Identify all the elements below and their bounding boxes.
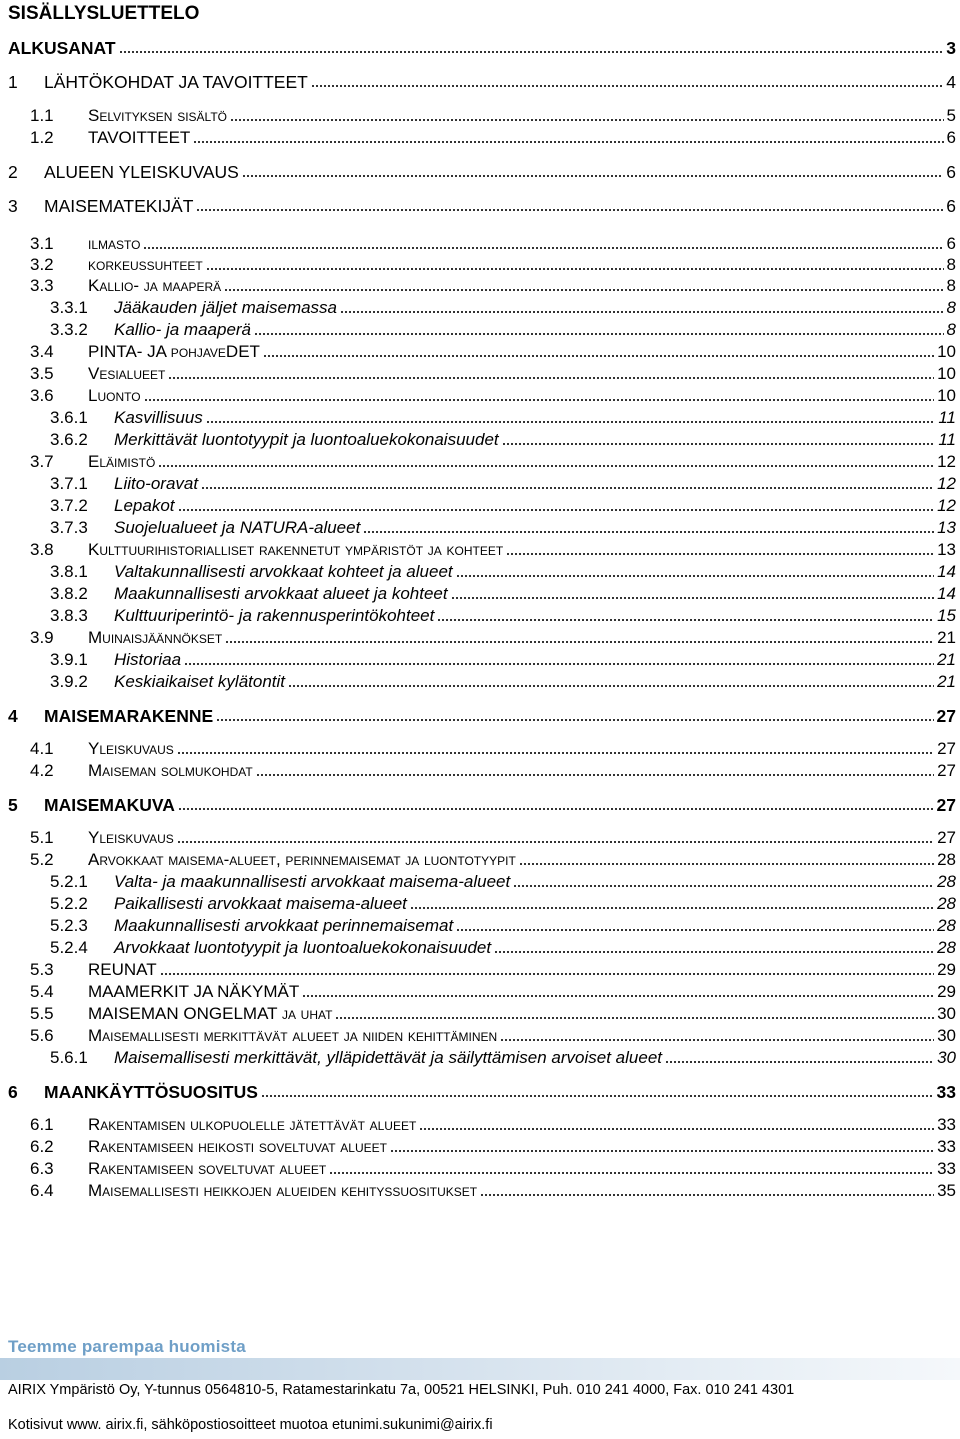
toc-entry[interactable] xyxy=(8,793,956,815)
toc-entry-page: 33 xyxy=(937,1137,956,1156)
dot-leader xyxy=(119,50,944,54)
dot-leader xyxy=(206,267,944,271)
toc-entry-number: 3.3.2 xyxy=(50,320,88,339)
toc-entry-number: 3.8.3 xyxy=(50,606,88,625)
toc-entry-page: 8 xyxy=(946,276,956,295)
toc-entry-page: 27 xyxy=(937,739,956,758)
dot-leader xyxy=(513,884,934,888)
toc-entry-number: 5.1 xyxy=(30,828,54,847)
toc-entry-title: Kasvillisuus xyxy=(114,408,203,427)
toc-entry-title: Lepakot xyxy=(114,496,175,515)
toc-entry[interactable] xyxy=(50,936,956,958)
toc-entry-page: 27 xyxy=(937,761,956,780)
toc-entry[interactable] xyxy=(50,472,956,494)
toc-entry[interactable] xyxy=(50,494,956,516)
toc-entry-title: TAVOITTEET xyxy=(88,128,191,147)
toc-entry-title: LÄHTÖKOHDAT JA TAVOITTEET xyxy=(44,72,308,92)
toc-entry-title: Kallio- ja maaperä xyxy=(88,276,222,295)
dot-leader xyxy=(196,208,943,212)
toc-entry-number: 3.2 xyxy=(30,255,54,274)
toc-entry[interactable] xyxy=(30,538,956,560)
toc-entry-number: 3.6.2 xyxy=(50,430,88,449)
toc-entry-number: 5.2.1 xyxy=(50,872,88,891)
dot-leader xyxy=(143,246,943,250)
toc-entry[interactable] xyxy=(30,126,956,148)
toc-entry-page: 11 xyxy=(938,430,956,449)
toc-entry-title: MAANKÄYTTÖSUOSITUS xyxy=(44,1082,258,1102)
toc-entry[interactable] xyxy=(30,826,956,848)
toc-entry-number: 1.2 xyxy=(30,128,54,147)
dot-leader xyxy=(506,552,934,556)
toc-entry-page: 14 xyxy=(937,584,956,603)
toc-entry-page: 10 xyxy=(937,364,956,383)
toc-entry[interactable] xyxy=(50,428,956,450)
toc-entry-page: 12 xyxy=(937,452,956,471)
toc-entry[interactable] xyxy=(30,1024,956,1046)
toc-entry-title: REUNAT xyxy=(88,960,157,979)
toc-entry-page: 35 xyxy=(937,1181,956,1200)
toc-entry-number: 5.2.3 xyxy=(50,916,88,935)
toc-entry-number: 1 xyxy=(8,72,18,92)
dot-leader xyxy=(302,994,934,998)
toc-entry[interactable] xyxy=(8,36,956,58)
toc-entry-page: 8 xyxy=(946,298,956,317)
toc-entry-title: Maisemallisesti heikkojen alueiden kehityssuositukset xyxy=(88,1181,478,1200)
toc-entry-page: 27 xyxy=(937,828,956,847)
toc-entry-number: 4.2 xyxy=(30,761,54,780)
toc-entry[interactable] xyxy=(30,274,956,296)
toc-entry-number: 3.8.1 xyxy=(50,562,88,581)
toc-entry[interactable] xyxy=(8,1080,956,1102)
toc-entry[interactable] xyxy=(30,104,956,126)
company-info: AIRIX Ympäristö Oy, Y-tunnus 0564810-5, Ratamestarinkatu 7a, 00521 HELSINKI, Puh. 010 241 4000, Fax. 010 241 4301 xyxy=(8,1382,795,1398)
dot-leader xyxy=(201,486,934,490)
dot-leader xyxy=(168,376,934,380)
toc-entry-page: 30 xyxy=(937,1004,956,1023)
toc-entry-title: ilmasto xyxy=(88,234,141,253)
toc-entry-title: Merkittävät luontotyypit ja luontoaluekokonaisuudet xyxy=(114,430,499,449)
toc-entry-title: MAISEMAKUVA xyxy=(44,795,175,815)
toc-entry-title: Kulttuurihistorialliset rakennetut ympäristöt ja kohteet xyxy=(88,540,504,559)
toc-entry-title: Yleiskuvaus xyxy=(88,739,174,758)
toc-entry-number: 3.7.1 xyxy=(50,474,88,493)
dot-leader xyxy=(254,332,944,336)
toc-entry-page: 28 xyxy=(937,916,956,935)
toc-entry-page: 28 xyxy=(937,894,956,913)
toc-entry-title: Arvokkaat maisema-alueet, perinnemaisemat ja luontotyypit xyxy=(88,850,516,869)
toc-entry-page: 8 xyxy=(946,255,956,274)
toc-entry[interactable] xyxy=(50,582,956,604)
dot-leader xyxy=(665,1060,934,1064)
dot-leader xyxy=(178,807,934,811)
toc-entry-number: 3.3 xyxy=(30,276,54,295)
toc-entry-number: 3.7.3 xyxy=(50,518,88,537)
toc-entry-page: 33 xyxy=(937,1115,956,1134)
toc-entry-page: 6 xyxy=(946,128,956,147)
toc-entry[interactable] xyxy=(30,450,956,472)
toc-entry-title: MAISEMARAKENNE xyxy=(44,706,214,726)
toc-entry[interactable] xyxy=(30,384,956,406)
toc-entry-title: Paikallisesti arvokkaat maisema-alueet xyxy=(114,894,407,913)
toc-entry-page: 5 xyxy=(946,106,956,125)
dot-leader xyxy=(206,420,936,424)
toc-entry-number: 3.8.2 xyxy=(50,584,88,603)
toc-entry-title: Rakentamiseen soveltuvat alueet xyxy=(88,1159,327,1178)
toc-entry[interactable] xyxy=(50,870,956,892)
toc-entry-page: 21 xyxy=(937,672,956,691)
toc-entry-number: 3.6.1 xyxy=(50,408,88,427)
dot-leader xyxy=(456,574,934,578)
toc-entry[interactable] xyxy=(30,1179,956,1201)
toc-entry-number: 3 xyxy=(8,196,18,216)
dot-leader xyxy=(177,840,934,844)
toc-entry-page: 27 xyxy=(936,795,956,815)
dot-leader xyxy=(261,1094,934,1098)
toc-entry-page: 15 xyxy=(937,606,956,625)
toc-entry-title: MAISEMATEKIJÄT xyxy=(44,196,194,216)
toc-entry-number: 5.5 xyxy=(30,1004,54,1023)
toc-entry-number: 2 xyxy=(8,162,18,182)
dot-leader xyxy=(437,618,934,622)
toc-entry-title: Selvityksen sisältö xyxy=(88,106,227,125)
toc-entry-title: Jääkauden jäljet maisemassa xyxy=(114,298,338,317)
toc-entry-title: Muinaisjäännökset xyxy=(88,628,223,647)
dot-leader xyxy=(230,118,944,122)
toc-entry[interactable] xyxy=(30,1157,956,1179)
footer-band xyxy=(0,1358,960,1380)
toc-entry-number: 6.4 xyxy=(30,1181,54,1200)
toc-entry-title: Rakentamisen ulkopuolelle jätettävät alueet xyxy=(88,1115,417,1134)
toc-entry-title: Valta- ja maakunnallisesti arvokkaat maisema-alueet xyxy=(114,872,511,891)
dot-leader xyxy=(178,508,935,512)
dot-leader xyxy=(288,684,934,688)
toc-entry-page: 10 xyxy=(937,342,956,361)
toc-entry-page: 6 xyxy=(946,234,956,253)
dot-leader xyxy=(410,906,934,910)
toc-entry-title: MAISEMAN ONGELMAT ja uhat xyxy=(88,1004,333,1023)
dot-leader xyxy=(160,972,934,976)
toc-entry-title: Luonto xyxy=(88,386,141,405)
dot-leader xyxy=(311,84,943,88)
toc-entry-page: 29 xyxy=(937,960,956,979)
toc-entry-title: Keskiaikaiset kylätontit xyxy=(114,672,286,691)
toc-entry-title: PINTA- JA pohjaveDET xyxy=(88,342,260,361)
toc-entry-page: 29 xyxy=(937,982,956,1001)
toc-entry[interactable] xyxy=(30,958,956,980)
toc-entry[interactable] xyxy=(50,892,956,914)
toc-entry[interactable] xyxy=(50,604,956,626)
toc-entry[interactable] xyxy=(30,759,956,781)
toc-entry[interactable] xyxy=(50,406,956,428)
dot-leader xyxy=(390,1149,934,1153)
toc-entry-number: 6.3 xyxy=(30,1159,54,1178)
toc-entry-title: Historiaa xyxy=(114,650,182,669)
toc-entry-page: 21 xyxy=(937,650,956,669)
toc-entry[interactable] xyxy=(30,737,956,759)
toc-entry[interactable] xyxy=(30,232,956,254)
toc-entry-title: Kulttuuriperintö- ja rakennusperintökohteet xyxy=(114,606,435,625)
toc-entry-page: 14 xyxy=(937,562,956,581)
toc-entry[interactable] xyxy=(50,318,956,340)
toc-entry[interactable] xyxy=(30,253,956,275)
dot-leader xyxy=(451,596,934,600)
toc-entry[interactable] xyxy=(8,704,956,726)
dot-leader xyxy=(242,174,943,178)
dot-leader xyxy=(216,718,933,722)
toc-entry-page: 27 xyxy=(936,706,956,726)
toc-entry-page: 28 xyxy=(937,938,956,957)
toc-entry[interactable] xyxy=(30,1113,956,1135)
toc-entry-title: Eläimistö xyxy=(88,452,156,471)
toc-entry-title: ALKUSANAT xyxy=(8,38,116,58)
toc-entry-page: 12 xyxy=(937,496,956,515)
toc-entry-title: Maisemallisesti merkittävät, ylläpidettävät ja säilyttämisen arvoiset alueet xyxy=(114,1048,663,1067)
dot-leader xyxy=(502,442,936,446)
toc-entry[interactable] xyxy=(8,160,956,182)
toc-entry-page: 21 xyxy=(937,628,956,647)
toc-entry-page: 12 xyxy=(937,474,956,493)
toc-entry-number: 3.1 xyxy=(30,234,54,253)
dot-leader xyxy=(177,751,934,755)
toc-entry[interactable] xyxy=(30,980,956,1002)
toc-entry[interactable] xyxy=(50,1046,956,1068)
dot-leader xyxy=(263,354,934,358)
toc-entry-page: 10 xyxy=(937,386,956,405)
dot-leader xyxy=(419,1127,934,1131)
toc-entry[interactable] xyxy=(30,340,956,362)
toc-entry-page: 13 xyxy=(937,540,956,559)
toc-entry-title: Liito-oravat xyxy=(114,474,199,493)
dot-leader xyxy=(224,288,943,292)
dot-leader xyxy=(335,1016,934,1020)
toc-entry-number: 3.7.2 xyxy=(50,496,88,515)
toc-entry-number: 4 xyxy=(8,706,18,726)
toc-entry-page: 4 xyxy=(946,72,956,92)
toc-entry-number: 5.2.4 xyxy=(50,938,88,957)
toc-entry-title: Maakunnallisesti arvokkaat perinnemaisemat xyxy=(114,916,454,935)
dot-leader xyxy=(519,862,934,866)
toc-entry-number: 5.4 xyxy=(30,982,54,1001)
toc-entry-number: 3.4 xyxy=(30,342,54,361)
dot-leader xyxy=(480,1193,934,1197)
toc-entry-number: 5.6.1 xyxy=(50,1048,88,1067)
toc-entry-page: 30 xyxy=(937,1026,956,1045)
toc-entry-title: Maakunnallisesti arvokkaat alueet ja kohteet xyxy=(114,584,448,603)
toc-entry-page: 8 xyxy=(946,320,956,339)
toc-entry-title: Arvokkaat luontotyypit ja luontoaluekokonaisuudet xyxy=(114,938,492,957)
toc-entry-number: 3.8 xyxy=(30,540,54,559)
toc-entry-number: 5.6 xyxy=(30,1026,54,1045)
website-info: Kotisivut www. airix.fi, sähköpostiosoitteet muotoa etunimi.sukunimi@airix.fi xyxy=(8,1417,493,1433)
toc-entry-title: Suojelualueet ja NATURA-alueet xyxy=(114,518,361,537)
toc-entry[interactable] xyxy=(8,194,956,216)
dot-leader xyxy=(193,140,943,144)
dot-leader xyxy=(144,398,935,402)
toc-entry-title: ALUEEN YLEISKUVAUS xyxy=(44,162,239,182)
toc-entry-number: 3.5 xyxy=(30,364,54,383)
toc-entry[interactable] xyxy=(30,626,956,648)
dot-leader xyxy=(184,662,934,666)
toc-entry-page: 3 xyxy=(946,38,956,58)
toc-entry-number: 6 xyxy=(8,1082,18,1102)
dot-leader xyxy=(494,950,934,954)
toc-entry-page: 28 xyxy=(937,872,956,891)
dot-leader xyxy=(329,1171,934,1175)
toc-entry-number: 4.1 xyxy=(30,739,54,758)
dot-leader xyxy=(225,640,934,644)
toc-entry[interactable] xyxy=(50,560,956,582)
toc-entry-title: Valtakunnallisesti arvokkaat kohteet ja alueet xyxy=(114,562,453,581)
toc-entry-title: Rakentamiseen heikosti soveltuvat alueet xyxy=(88,1137,387,1156)
toc-entry-page: 28 xyxy=(937,850,956,869)
toc-entry-page: 11 xyxy=(938,408,956,427)
toc-entry[interactable] xyxy=(30,1002,956,1024)
toc-entry-title: korkeussuhteet xyxy=(88,255,203,274)
toc-entry-number: 1.1 xyxy=(30,106,54,125)
toc-entry-title: MAAMERKIT JA NÄKYMÄT xyxy=(88,982,300,1001)
dot-leader xyxy=(500,1038,934,1042)
toc-entry-title: Maisemallisesti merkittävät alueet ja niiden kehittäminen xyxy=(88,1026,498,1045)
toc-entry-number: 3.9.2 xyxy=(50,672,88,691)
toc-entry[interactable] xyxy=(30,362,956,384)
toc-entry[interactable] xyxy=(50,516,956,538)
toc-entry-title: Vesialueet xyxy=(88,364,166,383)
toc-entry-page: 13 xyxy=(937,518,956,537)
dot-leader xyxy=(158,464,934,468)
toc-entry-page: 33 xyxy=(937,1159,956,1178)
toc-entry[interactable] xyxy=(50,914,956,936)
toc-entry-number: 3.9.1 xyxy=(50,650,88,669)
toc-entry-page: 33 xyxy=(936,1082,956,1102)
dot-leader xyxy=(256,773,934,777)
toc-entry-number: 6.1 xyxy=(30,1115,54,1134)
toc-entry-number: 5.2.2 xyxy=(50,894,88,913)
toc-entry[interactable] xyxy=(8,70,956,92)
company-slogan: Teemme parempaa huomista xyxy=(8,1337,246,1356)
toc-entry-number: 5 xyxy=(8,795,18,815)
toc-entry-title: Kallio- ja maaperä xyxy=(114,320,252,339)
page-title: SISÄLLYSLUETTELO xyxy=(8,3,200,24)
dot-leader xyxy=(340,310,944,314)
toc-entry-number: 3.3.1 xyxy=(50,298,88,317)
toc-entry[interactable] xyxy=(50,296,956,318)
toc-entry[interactable] xyxy=(30,848,956,870)
toc-entry-number: 6.2 xyxy=(30,1137,54,1156)
toc-entry-number: 3.9 xyxy=(30,628,54,647)
toc-entry[interactable] xyxy=(50,670,956,692)
toc-entry-number: 3.6 xyxy=(30,386,54,405)
toc-entry-page: 6 xyxy=(946,162,956,182)
toc-entry[interactable] xyxy=(50,648,956,670)
dot-leader xyxy=(363,530,934,534)
toc-entry-number: 3.7 xyxy=(30,452,54,471)
toc-entry-title: Maiseman solmukohdat xyxy=(88,761,253,780)
toc-entry-number: 5.3 xyxy=(30,960,54,979)
toc-entry-page: 30 xyxy=(937,1048,956,1067)
toc-entry-page: 6 xyxy=(946,196,956,216)
dot-leader xyxy=(456,928,934,932)
toc-entry-number: 5.2 xyxy=(30,850,54,869)
toc-entry[interactable] xyxy=(30,1135,956,1157)
toc-entry-title: Yleiskuvaus xyxy=(88,828,174,847)
